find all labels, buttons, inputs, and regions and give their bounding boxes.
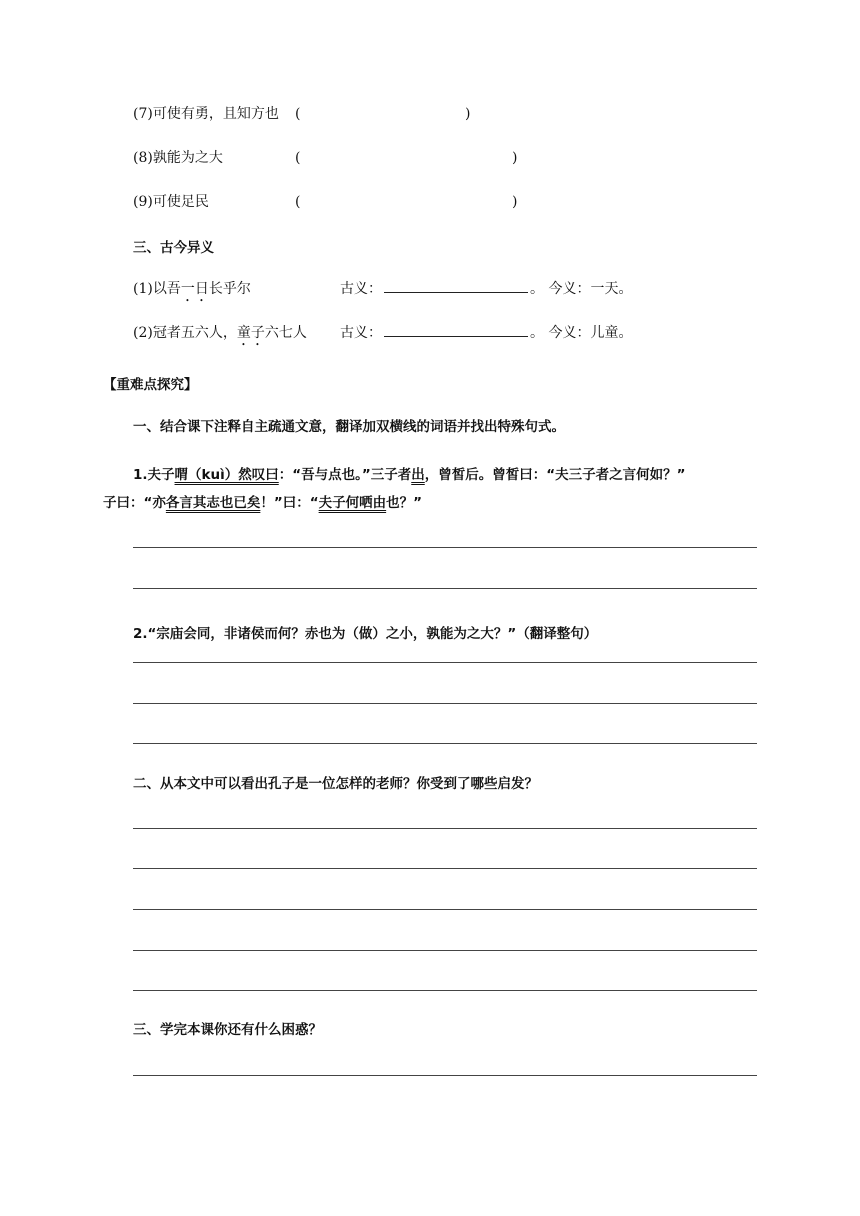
q1-text: ！”曰：“ (260, 495, 319, 511)
q1-text: 子曰：“亦 (103, 495, 166, 511)
vocab-item-text: (7)可使有勇，且知方也 (133, 106, 279, 122)
gujin-meanings-1 (340, 280, 632, 298)
answer-line[interactable] (133, 547, 757, 548)
gujin-heading: 三、古今异义 (133, 240, 214, 256)
answer-line[interactable] (133, 662, 757, 663)
open-paren: ( (295, 106, 301, 122)
answer-line[interactable] (133, 828, 757, 829)
close-paren: ) (512, 150, 518, 166)
part1-instruction: 一、结合课下注释自主疏通文意，翻译加双横线的词语并找出特殊句式。 (133, 419, 565, 435)
gujin-item-1 (133, 280, 251, 305)
vocab-item-text: (8)孰能为之大 (133, 150, 223, 166)
gujin-dotted-word: 童子 (236, 325, 265, 341)
gujin-item-2 (133, 324, 307, 349)
q1-text: ，曾皙后。曾皙曰：“夫三子者之言何如？” (424, 467, 686, 483)
section-title: 【重难点探究】 (103, 377, 198, 393)
underlined-phrase: 喟（kuì）然叹曰 (174, 467, 279, 483)
gujin-dotted-word: 一日 (180, 281, 209, 297)
q1-text: 1.夫子 (133, 467, 175, 483)
close-paren: ) (465, 106, 471, 122)
answer-line[interactable] (133, 868, 757, 869)
q2-text: 2.“宗庙会同，非诸侯而何？赤也为（做）之小，孰能为之大？”（翻译整句） (133, 626, 598, 642)
answer-blank[interactable] (384, 280, 528, 293)
answer-line[interactable] (133, 1075, 757, 1076)
gujin-rest: 六七人 (264, 325, 307, 341)
open-paren: ( (295, 194, 301, 210)
q1-text: ：“吾与点也。”三子者 (278, 467, 412, 483)
open-paren: ( (295, 150, 301, 166)
answer-line[interactable] (133, 990, 757, 991)
gujin-num: (2)冠者五六人， (133, 325, 237, 341)
q1-line2 (103, 491, 422, 511)
answer-line[interactable] (133, 588, 757, 589)
gujin-rest: 长乎尔 (208, 281, 251, 297)
part3-instruction: 三、学完本课你还有什么困惑？ (133, 1022, 322, 1038)
q1-line1 (133, 463, 686, 483)
part2-instruction: 二、从本文中可以看出孔子是一位怎样的老师？你受到了哪些启发？ (133, 776, 538, 792)
answer-line[interactable] (133, 950, 757, 951)
q1-text: 也？” (386, 495, 422, 511)
gu-label: 古义： (340, 325, 382, 341)
gu-label: 古义： (340, 281, 382, 297)
answer-line[interactable] (133, 703, 757, 704)
answer-blank[interactable] (384, 324, 528, 337)
underlined-phrase: 各言其志也已矣 (165, 495, 261, 511)
gujin-num: (1)以吾 (133, 281, 181, 297)
vocab-item-text: (9)可使足民 (133, 194, 209, 210)
jin-meaning: 。 今义：一天。 (530, 281, 633, 297)
underlined-phrase: 夫子何哂由 (318, 495, 387, 511)
answer-line[interactable] (133, 743, 757, 744)
close-paren: ) (512, 194, 518, 210)
vocab-item-9 (133, 193, 209, 211)
answer-line[interactable] (133, 909, 757, 910)
jin-meaning: 。 今义：儿童。 (530, 325, 633, 341)
underlined-phrase: 出 (411, 467, 425, 483)
vocab-item-7 (133, 105, 279, 123)
gujin-meanings-2 (340, 324, 632, 342)
vocab-item-8 (133, 149, 223, 167)
